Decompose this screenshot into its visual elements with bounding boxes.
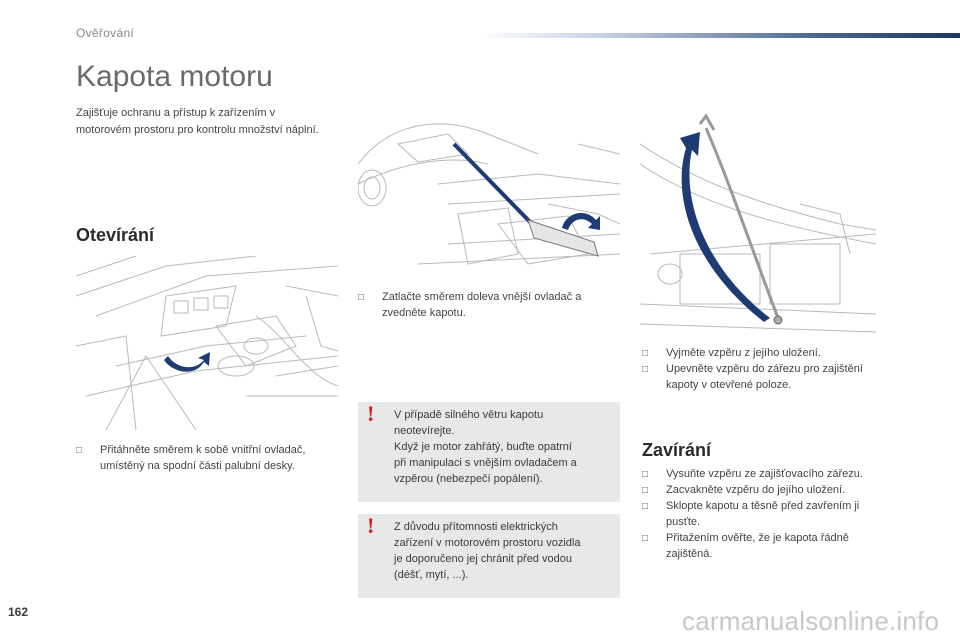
- list-item: [642, 482, 892, 498]
- page-number: 162: [8, 605, 29, 619]
- step-text: Vyjměte vzpěru z jejího uložení.: [666, 347, 821, 359]
- checkbox-square-icon: □: [642, 364, 649, 375]
- pull-arrow-icon: [164, 352, 210, 372]
- checkbox-square-icon: □: [642, 533, 649, 544]
- list-item: [642, 530, 892, 562]
- step-text: Sklopte kapotu a těsně před zavřením ji pusťte.: [666, 500, 860, 528]
- lift-arrow-icon: [680, 132, 770, 322]
- warning-line: při manipulaci s vnějším ovladačem a: [394, 457, 577, 469]
- step-text: Upevněte vzpěru do zářezu pro zajištění kapoty v otevřené poloze.: [666, 363, 863, 391]
- checkbox-square-icon: □: [358, 292, 365, 303]
- section-label: Ověřování: [76, 26, 135, 40]
- opening-step-3: [642, 345, 892, 393]
- list-item: [642, 345, 892, 361]
- step-text: Vysuňte vzpěru ze zajišťovacího zářezu.: [666, 468, 863, 480]
- closing-heading: Zavírání: [642, 440, 712, 460]
- closing-steps: [642, 466, 892, 562]
- list-item: [642, 498, 892, 530]
- warning-exclamation-icon: !: [367, 401, 375, 426]
- warning-line: Když je motor zahřátý, buďte opatrní: [394, 441, 572, 453]
- step-text: Zatlačte směrem doleva vnější ovladač a zvedněte kapotu.: [382, 291, 582, 319]
- warning-line: zařízení v motorovém prostoru vozidla: [394, 537, 581, 549]
- page-title: Kapota motoru: [76, 60, 273, 93]
- checkbox-square-icon: □: [76, 445, 83, 456]
- list-item: [76, 442, 338, 474]
- opening-step-2: [358, 289, 620, 321]
- interior-lever-illustration: [76, 256, 338, 430]
- list-item: [358, 289, 620, 321]
- outer-lever-illustration: [358, 104, 620, 278]
- step-text: Přitáhněte směrem k sobě vnitřní ovladač, umístěný na spodní části palubní desky.: [100, 444, 306, 472]
- opening-step-1: [76, 442, 338, 474]
- warning-line: je doporučeno jej chránit před vodou: [394, 553, 572, 565]
- header-bar: [478, 33, 960, 38]
- warning-water: [358, 514, 620, 598]
- watermark: carmanualsonline.info: [682, 606, 940, 636]
- warning-line: V případě silného větru kapotu: [394, 409, 544, 421]
- checkbox-square-icon: □: [642, 501, 649, 512]
- list-item: [642, 361, 892, 393]
- intro-text: Zajišťuje ochranu a přístup k zařízením v motorovém prostoru pro kontrolu množství náplní.: [76, 107, 319, 136]
- warning-text: [394, 519, 608, 583]
- callout-line: [454, 144, 534, 226]
- checkbox-square-icon: □: [642, 469, 649, 480]
- checkbox-square-icon: □: [642, 485, 649, 496]
- opening-heading: Otevírání: [76, 225, 155, 245]
- step-text: Přitažením ověřte, že je kapota řádně zajištěná.: [666, 532, 849, 560]
- warning-text: [394, 407, 608, 487]
- checkbox-square-icon: □: [642, 348, 649, 359]
- warning-wind-heat: [358, 402, 620, 502]
- warning-line: vzpěrou (nebezpečí popálení).: [394, 473, 543, 485]
- warning-exclamation-icon: !: [367, 513, 375, 538]
- warning-line: (déšť, mytí, ...).: [394, 569, 469, 581]
- warning-line: neotevírejte.: [394, 425, 455, 437]
- prop-rod-illustration: [640, 104, 876, 336]
- step-text: Zacvakněte vzpěru do jejího uložení.: [666, 484, 846, 496]
- list-item: [642, 466, 892, 482]
- warning-line: Z důvodu přítomnosti elektrických: [394, 521, 558, 533]
